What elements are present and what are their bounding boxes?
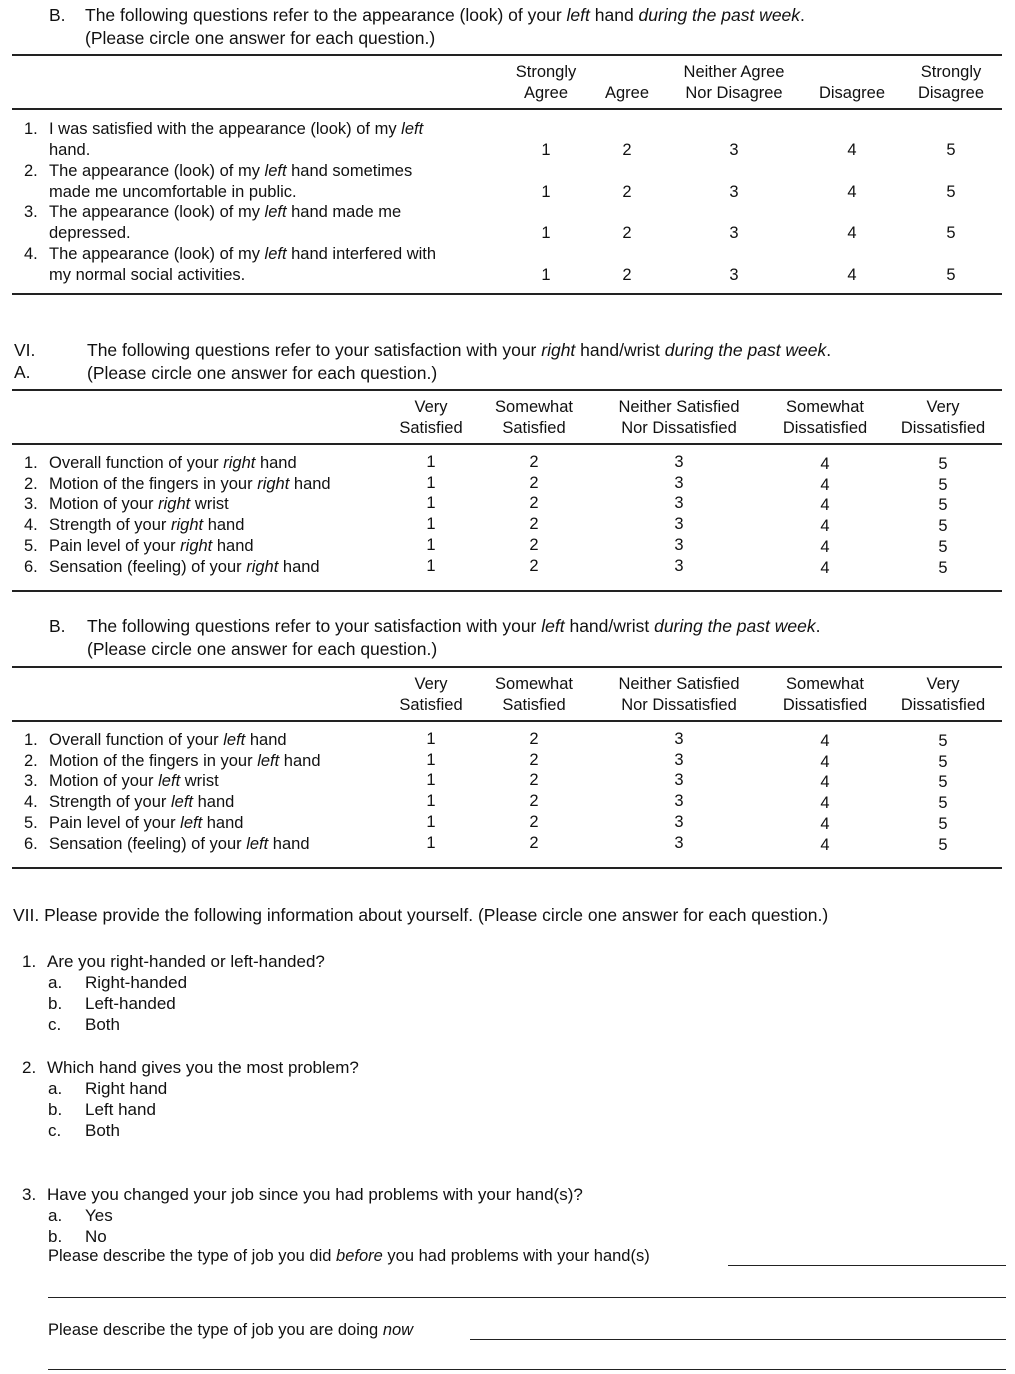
question-text-emphasis: right — [180, 536, 213, 555]
section-instruction: (Please circle one answer for each question.) — [85, 28, 436, 48]
column-header-line2: Nor Dissatisfied — [621, 696, 737, 714]
column-header-line1: Strongly — [515, 63, 577, 81]
column-header — [901, 397, 985, 439]
scale-option[interactable]: 4 — [820, 455, 830, 473]
option-text: Right-handed — [85, 973, 188, 992]
question-text — [49, 730, 287, 751]
column-header-line2: Dissatisfied — [782, 419, 868, 437]
column-header-line1: Very — [414, 398, 448, 416]
question-text-emphasis: right — [257, 474, 290, 493]
question-text-line2: depressed. — [49, 224, 131, 242]
question-text-part: Motion of your — [49, 495, 159, 514]
column-header — [783, 674, 867, 716]
question-text-emphasis: left — [264, 203, 287, 221]
question-text-emphasis: left — [158, 772, 181, 791]
column-header-line1: Neither Agree — [683, 63, 785, 81]
question-number: 1. — [24, 120, 38, 138]
scale-option[interactable]: 1 — [426, 792, 436, 811]
scale-option[interactable]: 5 — [938, 814, 948, 833]
question-number: 2. — [24, 161, 38, 180]
question-item — [24, 515, 384, 536]
question-item — [24, 119, 494, 161]
option-letter: c. — [48, 1015, 62, 1034]
scale-option[interactable]: 5 — [938, 475, 948, 494]
question-text: Which hand gives you the most problem? — [47, 1058, 359, 1077]
question-number: 2. — [24, 474, 38, 493]
section-intro-text: The following questions refer to your satisfaction with your left hand/wrist during the past week. — [87, 616, 821, 636]
column-header-line2: Nor Dissatisfied — [621, 419, 737, 437]
scale-option[interactable]: 5 — [946, 182, 956, 201]
scale-option[interactable]: 4 — [820, 475, 830, 494]
scale-option[interactable]: 2 — [622, 141, 632, 159]
question-text-emphasis: right — [171, 516, 204, 535]
scale-option[interactable]: 5 — [938, 517, 948, 536]
question-text-part: hand interfered with — [286, 244, 437, 263]
section-vii-heading: VII. Please provide the following information about yourself. (Please circle one answer for each question.) — [13, 905, 829, 925]
question-text-part: wrist — [190, 495, 229, 514]
scale-option[interactable]: 1 — [426, 494, 436, 513]
scale-option[interactable]: 5 — [938, 773, 948, 792]
question-item — [24, 771, 384, 792]
section-label: VI. A. — [14, 340, 36, 382]
section-label: B. — [49, 5, 66, 25]
question-item — [24, 834, 384, 855]
scale-option[interactable]: 3 — [674, 453, 684, 471]
column-header — [901, 674, 985, 716]
question-text — [49, 834, 310, 855]
question-number: 6. — [24, 834, 38, 853]
column-header — [684, 62, 785, 104]
option-text: Both — [85, 1121, 120, 1140]
question-text — [49, 771, 219, 792]
question-number: 1. — [24, 731, 38, 749]
question-text-part: Pain level of your — [49, 813, 181, 832]
table-bottom-rule — [12, 590, 1002, 592]
scale-option[interactable]: 4 — [847, 182, 857, 201]
question-text-part: Motion of the fingers in your — [49, 751, 258, 770]
option-text: Right hand — [85, 1079, 168, 1098]
option-letter: a. — [48, 1079, 63, 1098]
section-instruction: (Please circle one answer for each question.) — [87, 363, 438, 383]
question-text-part: Motion of the fingers in your — [49, 474, 258, 493]
scale-option[interactable]: 4 — [820, 496, 830, 515]
question-number: 5. — [24, 813, 38, 832]
column-header — [819, 62, 885, 104]
question-text-part: Motion of your — [49, 772, 159, 791]
column-header-line1: Neither Satisfied — [618, 398, 740, 416]
section-intro-text: The following questions refer to the appearance (look) of your left hand during the past week. — [85, 5, 805, 25]
question-text — [49, 202, 401, 223]
question-text-emphasis: left — [171, 793, 194, 812]
question-number: 2. — [22, 1058, 37, 1077]
question-text-part: hand — [203, 516, 245, 535]
column-header — [618, 674, 739, 716]
column-header-line1: Somewhat — [495, 675, 573, 693]
scale-option[interactable]: 1 — [426, 535, 436, 554]
question-text-line2: my normal social activities. — [49, 265, 246, 284]
question-number: 3. — [22, 1185, 37, 1204]
scale-option[interactable]: 3 — [729, 224, 739, 242]
question-text-emphasis: left — [401, 120, 424, 138]
scale-option[interactable]: 4 — [820, 835, 830, 854]
scale-option[interactable]: 2 — [529, 473, 539, 492]
question-item — [24, 751, 384, 772]
scale-option[interactable]: 5 — [946, 224, 956, 242]
scale-option[interactable]: 1 — [426, 812, 436, 831]
question-item — [24, 474, 384, 495]
question-text-part: Sensation (feeling) of your — [49, 834, 247, 853]
scale-option[interactable]: 3 — [674, 556, 684, 575]
scale-option[interactable]: 4 — [847, 265, 857, 284]
column-header-line2: Satisfied — [502, 696, 566, 714]
question-text: Are you right-handed or left-handed? — [47, 952, 325, 971]
question-text-part: Sensation (feeling) of your — [49, 557, 247, 576]
question-text-part: The appearance (look) of my — [49, 161, 265, 180]
scale-option[interactable]: 5 — [938, 794, 948, 813]
column-header-line1: Very — [414, 675, 448, 693]
scale-option[interactable]: 4 — [820, 732, 830, 750]
scale-option[interactable]: 3 — [729, 182, 739, 201]
column-header-line2: Dissatisfied — [900, 419, 986, 437]
column-header-line1: Strongly — [920, 63, 982, 81]
scale-option[interactable]: 3 — [674, 730, 684, 748]
question-text-emphasis: left — [180, 813, 203, 832]
column-header — [495, 674, 573, 716]
question-number: 3. — [24, 495, 38, 514]
question-text-part: hand — [268, 834, 310, 853]
question-text-part: hand — [193, 793, 235, 812]
scale-option[interactable]: 5 — [938, 752, 948, 771]
question-text — [49, 244, 436, 265]
scale-option[interactable]: 3 — [729, 265, 739, 284]
scale-option[interactable]: 2 — [529, 771, 539, 790]
column-header-line2: Nor Disagree — [685, 84, 783, 102]
question-number: 1. — [24, 454, 38, 472]
scale-option[interactable]: 4 — [820, 773, 830, 792]
scale-option[interactable]: 3 — [674, 750, 684, 769]
column-header-line1: Neither Satisfied — [618, 675, 740, 693]
scale-option[interactable]: 1 — [426, 833, 436, 852]
scale-option[interactable]: 5 — [938, 455, 948, 473]
scale-option[interactable]: 2 — [529, 730, 539, 748]
column-header — [605, 62, 649, 104]
column-header-line2: Agree — [604, 84, 650, 102]
scale-option[interactable]: 2 — [529, 494, 539, 513]
scale-option[interactable]: 2 — [622, 182, 632, 201]
question-text-part: The appearance (look) of my — [49, 244, 265, 263]
option-text: No — [85, 1227, 107, 1246]
question-item — [24, 161, 494, 203]
question-number: 2. — [24, 751, 38, 770]
job-before-answer-line[interactable] — [728, 1265, 1006, 1266]
question-text-part: hand — [245, 731, 287, 749]
scale-option[interactable]: 3 — [674, 792, 684, 811]
question-text-part: hand — [212, 536, 254, 555]
scale-option[interactable]: 3 — [674, 812, 684, 831]
question-text-emphasis: left — [246, 834, 269, 853]
scale-option[interactable]: 2 — [529, 812, 539, 831]
question-text — [49, 494, 229, 515]
scale-option[interactable]: 1 — [426, 730, 436, 748]
column-header-line2: Dissatisfied — [782, 696, 868, 714]
question-number: 3. — [24, 203, 38, 221]
question-item — [24, 494, 384, 515]
question-text — [49, 161, 412, 182]
column-header — [495, 397, 573, 439]
column-header-line2: Agree — [523, 84, 569, 102]
scale-option[interactable]: 3 — [674, 535, 684, 554]
question-text-part: Strength of your — [49, 793, 171, 812]
question-text — [49, 536, 254, 557]
scale-option[interactable]: 1 — [541, 224, 551, 242]
question-text-part: hand — [255, 454, 297, 472]
section-instruction: (Please circle one answer for each question.) — [87, 639, 438, 659]
scale-option[interactable]: 4 — [847, 141, 857, 159]
column-header — [783, 397, 867, 439]
question-text-part: hand made me — [286, 203, 402, 221]
scale-option[interactable]: 1 — [426, 556, 436, 575]
option-letter: c. — [48, 1121, 62, 1140]
scale-option[interactable]: 3 — [674, 515, 684, 534]
column-header — [516, 62, 577, 104]
section-label: B. — [49, 616, 66, 636]
table-bottom-rule — [12, 867, 1002, 869]
question-text-part: The appearance (look) of my — [49, 203, 265, 221]
option-letter: b. — [48, 994, 63, 1013]
scale-option[interactable]: 5 — [938, 732, 948, 750]
column-header-line1: Somewhat — [786, 398, 864, 416]
question-number: 4. — [24, 516, 38, 535]
column-header-line1 — [819, 62, 885, 83]
question-number: 6. — [24, 557, 38, 576]
question-text-emphasis: right — [246, 557, 279, 576]
column-header-line2: Satisfied — [502, 419, 566, 437]
question-text-line2: made me uncomfortable in public. — [49, 182, 297, 201]
header-bottom-rule — [12, 108, 1002, 110]
job-now-answer-line[interactable] — [470, 1339, 1006, 1340]
job-now-prompt: Please describe the type of job you are doing now — [48, 1321, 414, 1339]
job-now-answer-line-2[interactable] — [48, 1369, 1006, 1370]
column-header-line2: Satisfied — [399, 696, 463, 714]
scale-option[interactable]: 2 — [529, 792, 539, 811]
table-top-rule — [12, 666, 1002, 668]
scale-option[interactable]: 1 — [426, 473, 436, 492]
option-text: Both — [85, 1015, 120, 1034]
question-text-emphasis: left — [264, 161, 287, 180]
table-top-rule — [12, 389, 1002, 391]
scale-option[interactable]: 2 — [529, 750, 539, 769]
question-text-part: hand — [279, 751, 321, 770]
scale-option[interactable]: 3 — [674, 771, 684, 790]
column-header-line2: Dissatisfied — [900, 696, 986, 714]
question-text-part: Pain level of your — [49, 536, 181, 555]
question-item — [24, 557, 384, 578]
option-text: Left-handed — [85, 994, 176, 1013]
column-header-line2: Disagree — [917, 84, 985, 102]
option-letter: b. — [48, 1227, 63, 1246]
scale-option[interactable]: 5 — [938, 835, 948, 854]
question-text-part: hand — [202, 813, 244, 832]
scale-option[interactable]: 2 — [529, 453, 539, 471]
column-header — [399, 397, 462, 439]
question-text — [49, 474, 331, 495]
question-text-part: hand — [289, 474, 331, 493]
job-before-answer-line-2[interactable] — [48, 1297, 1006, 1298]
question-text — [49, 557, 320, 578]
question-text — [49, 453, 297, 474]
question-text-emphasis: left — [264, 244, 287, 263]
scale-option[interactable]: 4 — [847, 224, 857, 242]
scale-option[interactable]: 3 — [674, 494, 684, 513]
question-item — [24, 453, 384, 474]
scale-option[interactable]: 5 — [946, 141, 956, 159]
question-number: 4. — [24, 793, 38, 812]
question-item — [24, 244, 494, 286]
question-text — [49, 813, 243, 834]
question-text — [49, 515, 244, 536]
question-item — [24, 536, 384, 557]
option-letter: a. — [48, 973, 63, 992]
scale-option[interactable]: 5 — [938, 537, 948, 556]
question-item — [24, 202, 494, 244]
option-text: Yes — [85, 1206, 113, 1225]
question-number: 5. — [24, 536, 38, 555]
question-text-part: Overall function of your — [49, 454, 224, 472]
scale-option[interactable]: 1 — [541, 141, 551, 159]
question-item — [24, 730, 384, 751]
table-bottom-rule — [12, 293, 1002, 295]
question-text — [49, 792, 234, 813]
question-number: 4. — [24, 244, 38, 263]
scale-option[interactable]: 1 — [426, 515, 436, 534]
section-intro-text: The following questions refer to your satisfaction with your right hand/wrist during the past week. — [87, 340, 832, 360]
column-header-line1: Very — [926, 398, 960, 416]
scale-option[interactable]: 1 — [426, 453, 436, 471]
scale-option[interactable]: 4 — [820, 752, 830, 771]
question-text-part: Strength of your — [49, 516, 171, 535]
scale-option[interactable]: 5 — [938, 558, 948, 577]
question-text — [49, 751, 321, 772]
scale-option[interactable]: 1 — [426, 771, 436, 790]
scale-option[interactable]: 5 — [946, 265, 956, 284]
option-letter: a. — [48, 1206, 63, 1225]
question-text-part: I was satisfied with the appearance (look) of my — [49, 120, 402, 138]
column-header-line2: Disagree — [818, 84, 886, 102]
question-text-part: hand — [278, 557, 320, 576]
question-text-part: hand sometimes — [286, 161, 413, 180]
scale-option[interactable]: 4 — [820, 517, 830, 536]
option-text: Left hand — [85, 1100, 156, 1119]
column-header — [618, 397, 739, 439]
scale-option[interactable]: 4 — [820, 794, 830, 813]
scale-option[interactable]: 4 — [820, 537, 830, 556]
question-text: Have you changed your job since you had problems with your hand(s)? — [47, 1185, 583, 1204]
scale-option[interactable]: 1 — [426, 750, 436, 769]
question-number: 1. — [22, 952, 37, 971]
scale-option[interactable]: 2 — [529, 515, 539, 534]
question-text — [49, 119, 423, 140]
header-bottom-rule — [12, 720, 1002, 722]
scale-option[interactable]: 1 — [541, 265, 551, 284]
job-before-prompt: Please describe the type of job you did before you had problems with your hand(s) — [48, 1247, 650, 1265]
question-text-emphasis: right — [223, 454, 256, 472]
question-item — [24, 813, 384, 834]
question-number: 3. — [24, 772, 38, 791]
column-header-line2: Satisfied — [399, 419, 463, 437]
column-header — [399, 674, 462, 716]
question-text-line2: hand. — [49, 141, 91, 159]
scale-option[interactable]: 2 — [529, 535, 539, 554]
question-text-part: wrist — [180, 772, 219, 791]
scale-option[interactable]: 5 — [938, 496, 948, 515]
scale-option[interactable]: 2 — [529, 556, 539, 575]
scale-option[interactable]: 4 — [820, 558, 830, 577]
scale-option[interactable]: 1 — [541, 182, 551, 201]
question-item — [24, 792, 384, 813]
header-bottom-rule — [12, 443, 1002, 445]
scale-option[interactable]: 2 — [529, 833, 539, 852]
option-letter: b. — [48, 1100, 63, 1119]
question-text-emphasis: left — [223, 731, 246, 749]
question-text-emphasis: right — [158, 495, 191, 514]
scale-option[interactable]: 2 — [622, 265, 632, 284]
question-text-part: Overall function of your — [49, 731, 224, 749]
column-header-line1: Somewhat — [495, 398, 573, 416]
scale-option[interactable]: 3 — [729, 141, 739, 159]
table-top-rule — [12, 54, 1002, 56]
column-header-line1: Somewhat — [786, 675, 864, 693]
question-text-emphasis: left — [257, 751, 280, 770]
scale-option[interactable]: 2 — [622, 224, 632, 242]
column-header-line1 — [605, 62, 649, 83]
scale-option[interactable]: 4 — [820, 814, 830, 833]
scale-option[interactable]: 3 — [674, 833, 684, 852]
column-header — [918, 62, 984, 104]
column-header-line1: Very — [926, 675, 960, 693]
scale-option[interactable]: 3 — [674, 473, 684, 492]
